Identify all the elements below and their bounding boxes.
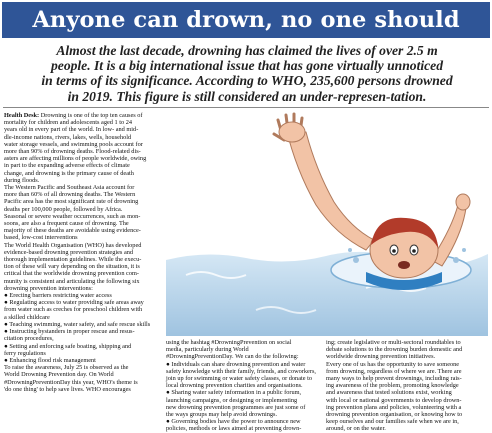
article-line: ● Sharing water safety information in a public forum, bbox=[166, 389, 302, 397]
drowning-illustration bbox=[166, 110, 488, 336]
section-divider bbox=[3, 107, 489, 108]
article-line: deaths per 100,000 people, followed by Africa. bbox=[4, 205, 123, 213]
article-line: majority of these deaths are avoidable using evidence- bbox=[4, 227, 141, 235]
article-line: a skilled childcare bbox=[4, 313, 50, 321]
article-line: Seasonal or severe weather occurrences, such as mon- bbox=[4, 212, 141, 220]
article-line: citation procedures, bbox=[4, 335, 54, 343]
article-line: tion of these will vary depending on the situation, it is bbox=[4, 263, 140, 271]
article-line: more than 90% of drowning deaths. Flood-related dis- bbox=[4, 148, 141, 156]
article-line: in part to the expanding adverse effects of climate bbox=[4, 162, 130, 170]
article-line: ● Instructing bystanders in proper rescue and resus- bbox=[4, 328, 135, 336]
article-line: ● Enhancing flood risk management bbox=[4, 356, 96, 364]
article-line: from water such as creches for preschool children with bbox=[4, 306, 143, 314]
headline-banner bbox=[2, 2, 490, 38]
article-line: ● Regulating access to water providing safe areas away bbox=[4, 299, 144, 307]
article-line: ing prevention plans and policies, volunteering with a bbox=[326, 403, 462, 411]
article-line: ing awareness of the problem, promoting knowledge bbox=[326, 382, 459, 390]
palm bbox=[279, 122, 305, 142]
article-line: soons, are also a frequent cause of drowning. The bbox=[4, 220, 129, 228]
article-line: ing; create legislative or multi-sectoral roundtables to bbox=[326, 339, 461, 346]
article-line: ● Individuals can share drowning prevention and water bbox=[166, 360, 306, 368]
article-line bbox=[4, 112, 162, 119]
article-line: Every one of us has the opportunity to save someone bbox=[326, 360, 460, 368]
article-line: new drowning prevention programmes are just some of bbox=[166, 403, 306, 411]
article-line: drowning prevention organisation, or knowing how to bbox=[326, 411, 463, 419]
article-line: keep ourselves and our families safe when we are in, bbox=[326, 418, 459, 426]
article-line: dle-income nations, rivers, lakes, wells, household bbox=[4, 133, 132, 141]
lede-line: in terms of its significance. According to WHO, 235,600 persons drowned bbox=[41, 73, 453, 89]
article-line: and awareness that tested solutions exist, working bbox=[326, 389, 452, 397]
article-line: evidence-based drowning prevention strategies and bbox=[4, 248, 134, 256]
article-line: ● Setting and enforcing safe boating, shipping and bbox=[4, 342, 132, 350]
article-line: To raise the awareness, July 25 is observed as the bbox=[4, 364, 129, 372]
article-line: safety knowledge with their family, friends, and coworkers, bbox=[166, 367, 316, 375]
article-line: World Drowning Prevention day. On World bbox=[4, 371, 114, 379]
article-line: mortality for children and adolescents aged 1 to 24 bbox=[4, 119, 132, 127]
article-line: critical that the worldwide drowning prevention com- bbox=[4, 270, 139, 278]
lede-line: Almost the last decade, drowning has claimed the lives of over 2.5 m bbox=[56, 43, 438, 58]
article-column-1 bbox=[4, 112, 162, 393]
raised-arm bbox=[286, 128, 374, 250]
article-line: thorough implementation guidelines. While the execu- bbox=[4, 256, 142, 264]
article-line: 'do one thing' to help save lives. WHO encourages bbox=[4, 385, 131, 393]
article-line: based, low-cost interventions bbox=[4, 234, 78, 242]
lede-line: in 2019. This figure is still considered an under-represen-tation. bbox=[67, 88, 427, 104]
article-text: Drowning is one of the top ten causes of bbox=[40, 112, 143, 119]
headline: Anyone can drown, no one should bbox=[32, 7, 460, 33]
article-line: #DrowningPreventionDay this year, WHO's theme is bbox=[4, 378, 138, 386]
mouth bbox=[398, 261, 410, 269]
article-line: asters are affecting millions of people worldwide, owing bbox=[4, 155, 147, 163]
lede-line: people. It is a big international issue that has gone virtually unnoticed bbox=[50, 58, 443, 74]
article-line: drowning prevention interventions: bbox=[4, 284, 93, 292]
article-line: debate solutions to the drowning burden domestic and bbox=[326, 346, 463, 354]
article-line: ● Governing bodies have the power to announce new bbox=[166, 418, 301, 426]
article-line: ● Teaching swimming, water safety, and safe rescue skills bbox=[4, 320, 151, 328]
article-line: local drowning prevention charities and organisations. bbox=[166, 382, 303, 390]
article-line: ferry regulations bbox=[4, 349, 46, 357]
article-line: the ways groups may help avoid drownings. bbox=[166, 411, 278, 419]
article-line: Pacific area has the most significant rate of drowning bbox=[4, 198, 139, 206]
article-line: water storage vessels, and swimming pools account for bbox=[4, 140, 143, 148]
article-line: change, and drowning is the primary cause of death bbox=[4, 169, 134, 177]
article-column-3 bbox=[326, 339, 488, 433]
article-line: using the hashtag #DrowningPrevention on social bbox=[166, 339, 292, 346]
article-line: from drowning, regardless of where we are. There are bbox=[326, 367, 462, 375]
article-line: media, particularly during World bbox=[166, 346, 249, 354]
article-line: more than 60% of all drowning deaths. The Western bbox=[4, 191, 136, 199]
article-line: during floods. bbox=[4, 176, 40, 184]
article-line: #DrowningPreventionDay. We can do the following: bbox=[166, 353, 299, 361]
article-line: policies, methods or laws aimed at preventing drown- bbox=[166, 425, 302, 433]
article-line: launching campaigns, or designing or implementing bbox=[166, 396, 298, 404]
article-line: around, or on the water. bbox=[326, 425, 386, 433]
article-line: The World Health Organisation (WHO) has developed bbox=[4, 241, 142, 249]
second-hand bbox=[456, 194, 470, 210]
article-line: with local or national governments to develop drown- bbox=[326, 396, 462, 404]
article-line: many ways to help prevent drownings, including rais- bbox=[326, 375, 462, 383]
article-line: ● Erecting barriers restricting water access bbox=[4, 292, 112, 300]
article-line: munity is consistent and articulating the following six bbox=[4, 277, 140, 285]
byline: Health Desk: bbox=[4, 112, 40, 119]
article-line: worldwide drowning prevention initiatives. bbox=[326, 353, 436, 361]
article-line: The Western Pacific and Southeast Asia account for bbox=[4, 184, 135, 192]
article-line: years old in every part of the world. In low- and mid- bbox=[4, 126, 139, 134]
article-column-2 bbox=[166, 339, 320, 433]
article-line: join up for swimming or water safety classes, or donate to bbox=[166, 375, 313, 383]
lede-paragraph bbox=[14, 43, 480, 104]
